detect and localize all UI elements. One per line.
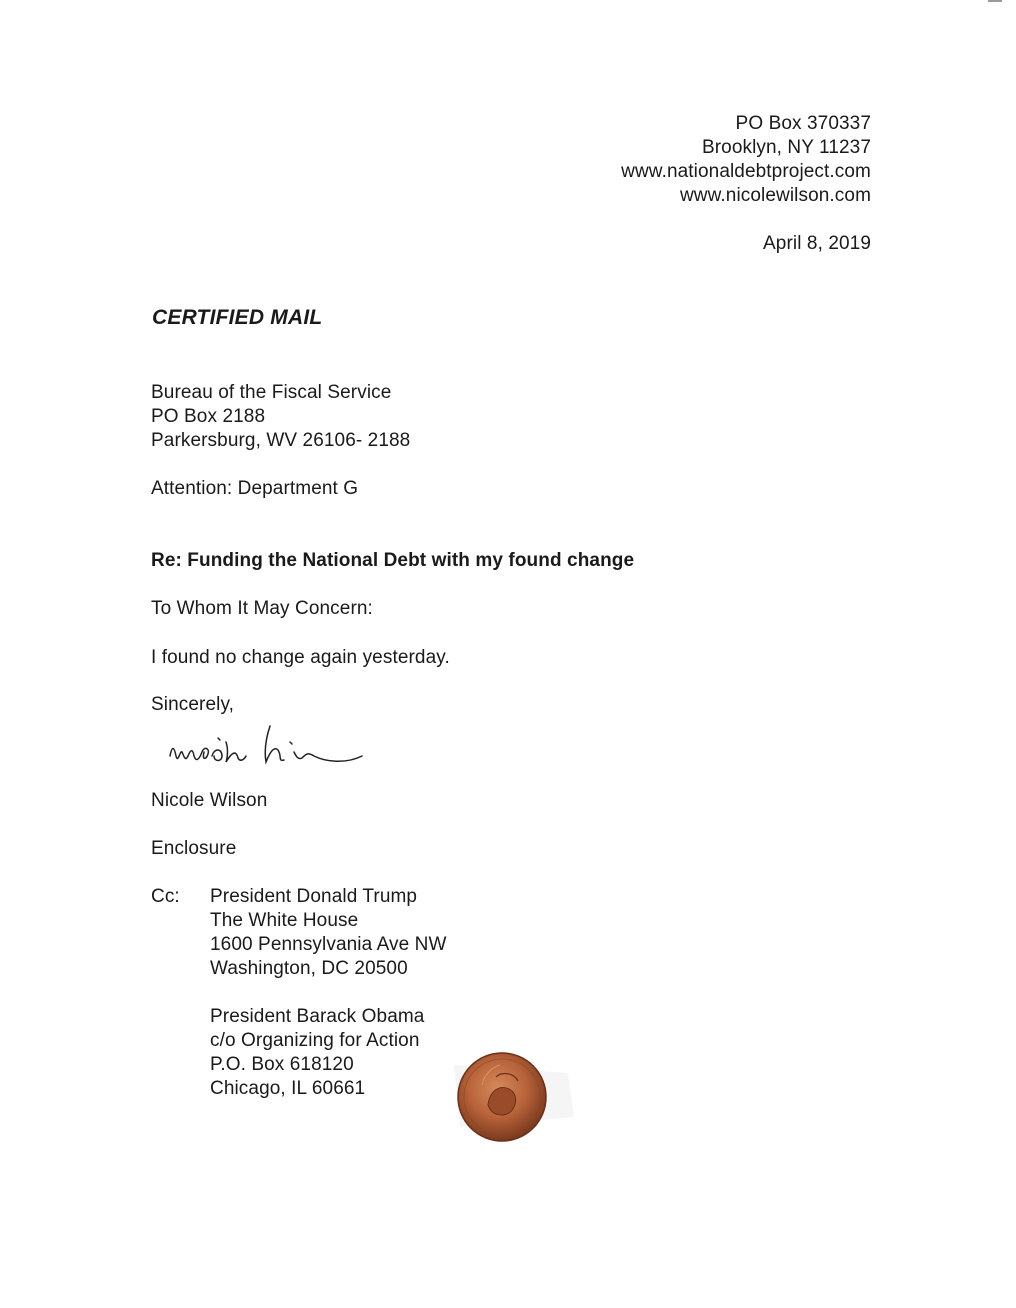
- letter-date: April 8, 2019: [763, 233, 871, 254]
- cc-recipient-line: Washington, DC 20500: [210, 958, 408, 979]
- enclosure-note: Enclosure: [151, 838, 237, 859]
- cc-label: Cc:: [151, 886, 180, 907]
- recipient-attention: Attention: Department G: [151, 478, 359, 499]
- signer-name: Nicole Wilson: [151, 790, 268, 811]
- cc-recipient-line: P.O. Box 618120: [210, 1054, 354, 1075]
- sender-city: Brooklyn, NY 11237: [701, 137, 871, 158]
- cc-recipient-line: Chicago, IL 60661: [210, 1078, 366, 1099]
- sender-po-box: PO Box 370337: [735, 113, 871, 134]
- recipient-po-box: PO Box 2188: [151, 406, 266, 427]
- penny-image: [440, 1045, 580, 1145]
- subject-line: Re: Funding the National Debt with my found change: [151, 550, 635, 571]
- sender-website-2: www.nicolewilson.com: [679, 185, 871, 206]
- cc-recipient-line: The White House: [210, 910, 359, 931]
- recipient-city: Parkersburg, WV 26106- 2188: [151, 430, 411, 451]
- cc-recipient-line: 1600 Pennsylvania Ave NW: [210, 934, 447, 955]
- body-text: I found no change again yesterday.: [151, 647, 450, 668]
- cc-recipient-line: President Donald Trump: [210, 886, 418, 907]
- salutation: To Whom It May Concern:: [151, 598, 373, 619]
- closing: Sincerely,: [151, 694, 235, 715]
- cc-recipient-line: c/o Organizing for Action: [210, 1030, 420, 1051]
- signature: [166, 716, 376, 776]
- sender-website-1: www.nationaldebtproject.com: [621, 161, 871, 182]
- scan-mark: [988, 0, 1002, 2]
- delivery-method: CERTIFIED MAIL: [152, 306, 323, 329]
- recipient-name: Bureau of the Fiscal Service: [151, 382, 392, 403]
- cc-recipient-line: President Barack Obama: [210, 1006, 425, 1027]
